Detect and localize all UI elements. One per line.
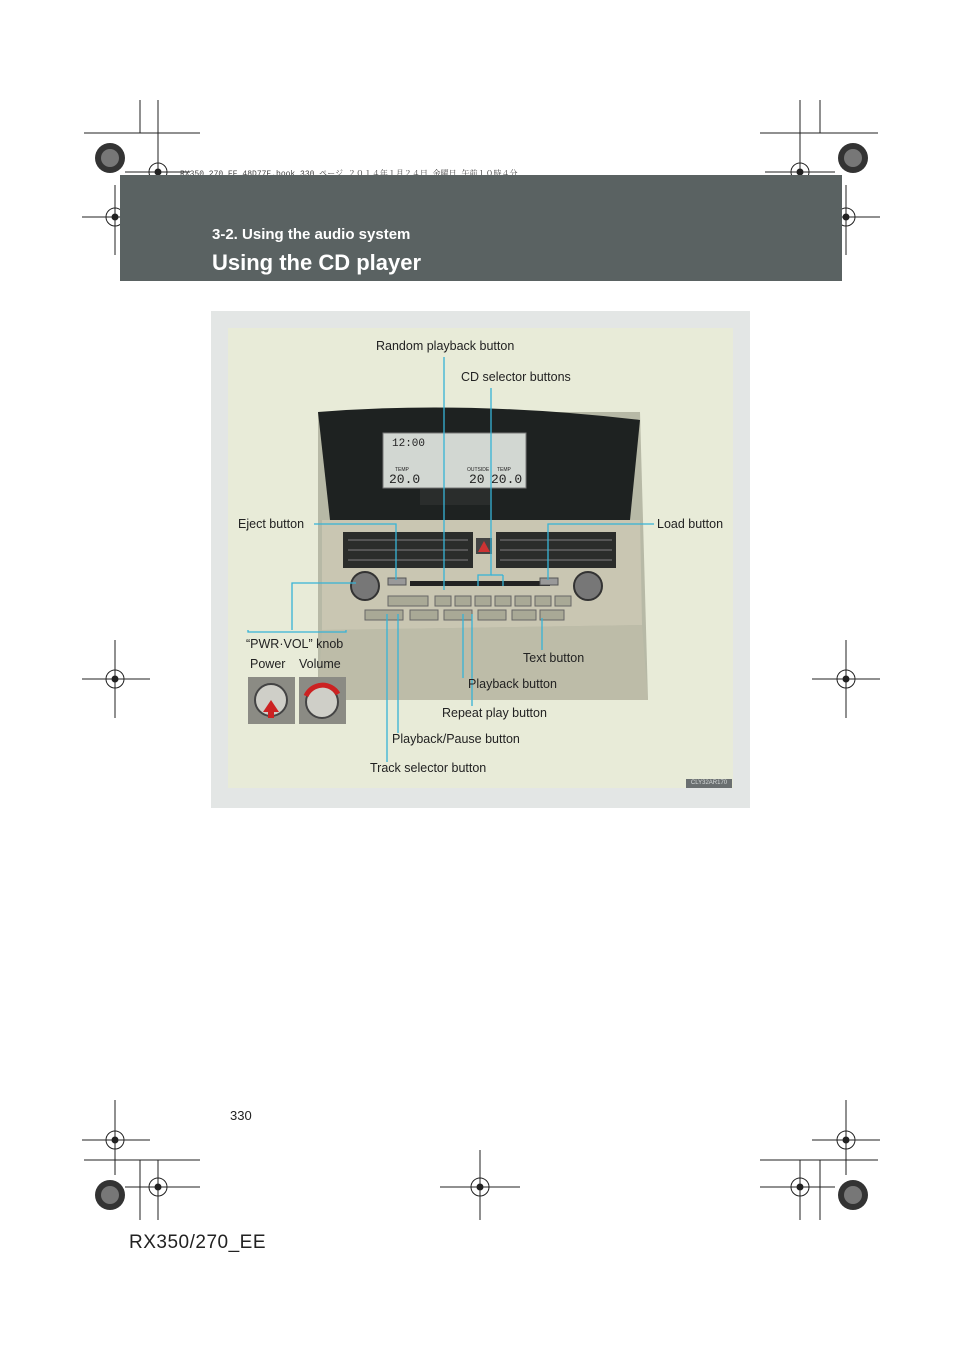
page-number: 330 bbox=[230, 1108, 252, 1123]
display-outside-label: OUTSIDE bbox=[467, 467, 490, 473]
callout-random-playback: Random playback button bbox=[376, 339, 515, 353]
callout-play-pause: Playback/Pause button bbox=[392, 732, 520, 746]
display-temp-label-left: TEMP bbox=[395, 467, 409, 473]
display-temp-label-right: TEMP bbox=[497, 467, 511, 473]
callout-text: Text button bbox=[523, 651, 585, 665]
page-title: Using the CD player bbox=[212, 250, 422, 275]
callout-power: Power bbox=[250, 657, 286, 671]
callout-volume: Volume bbox=[299, 657, 341, 671]
callout-track-selector: Track selector button bbox=[370, 761, 487, 775]
display-outside-temp: 20 bbox=[469, 472, 485, 487]
display-temp-left: 20.0 bbox=[389, 472, 421, 487]
callout-cd-selector: CD selector buttons bbox=[461, 370, 571, 384]
callout-pwr-vol: “PWR·VOL” knob bbox=[246, 637, 344, 651]
callout-eject: Eject button bbox=[238, 517, 305, 531]
model-code: RX350/270_EE bbox=[129, 1232, 266, 1253]
callout-load: Load button bbox=[657, 517, 724, 531]
callout-repeat: Repeat play button bbox=[442, 706, 547, 720]
display-clock: 12:00 bbox=[392, 438, 426, 450]
section-title: 3-2. Using the audio system bbox=[212, 226, 411, 243]
figure-code: CLY32AR170 bbox=[686, 779, 732, 788]
callout-playback: Playback button bbox=[468, 677, 557, 691]
display-temp-right: 20.0 bbox=[491, 472, 523, 487]
